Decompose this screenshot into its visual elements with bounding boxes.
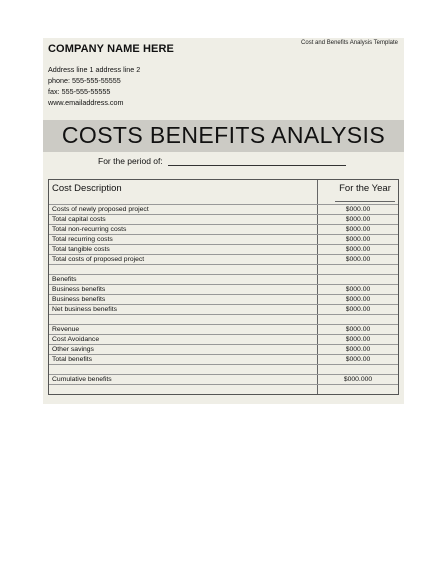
table-row xyxy=(49,274,398,284)
row-amount: $000.00 xyxy=(345,216,371,223)
phone-line: phone: 555-555-55555 xyxy=(48,76,121,85)
row-description: Cost Avoidance xyxy=(52,336,100,343)
table-row xyxy=(49,344,398,354)
table-row xyxy=(49,374,398,384)
table-row xyxy=(49,284,398,294)
row-amount: $000.00 xyxy=(345,246,371,253)
row-description: Business benefits xyxy=(52,296,106,303)
table-row xyxy=(49,334,398,344)
row-description: Total benefits xyxy=(52,356,93,363)
row-description: Net business benefits xyxy=(52,306,117,313)
row-amount: $000.00 xyxy=(345,256,371,263)
table-row xyxy=(49,294,398,304)
table-row xyxy=(49,234,398,244)
template-label: Cost and Benefits Analysis Template xyxy=(301,40,398,46)
table-row xyxy=(49,254,398,264)
period-input-line[interactable] xyxy=(168,157,346,166)
column-header-year: For the Year xyxy=(339,183,391,194)
column-header-description: Cost Description xyxy=(52,183,122,194)
header-underline xyxy=(335,201,395,202)
row-description: Total tangible costs xyxy=(52,246,110,253)
page-title: COSTS BENEFITS ANALYSIS xyxy=(61,122,386,148)
title-banner xyxy=(43,120,404,152)
row-description: Business benefits xyxy=(52,286,106,293)
row-amount: $000.00 xyxy=(345,326,371,333)
row-description: Cumulative benefits xyxy=(52,376,112,383)
row-amount: $000.000 xyxy=(343,376,373,383)
company-name: COMPANY NAME HERE xyxy=(48,43,174,55)
website-line: www.emailaddress.com xyxy=(48,98,124,107)
row-amount: $000.00 xyxy=(345,306,371,313)
row-amount: $000.00 xyxy=(345,236,371,243)
table-body xyxy=(49,204,398,394)
table-row xyxy=(49,384,398,394)
period-field xyxy=(98,156,346,166)
row-description: Other savings xyxy=(52,346,94,353)
table-row xyxy=(49,354,398,364)
row-amount: $000.00 xyxy=(345,226,371,233)
row-amount: $000.00 xyxy=(345,336,371,343)
row-amount: $000.00 xyxy=(345,286,371,293)
row-amount: $000.00 xyxy=(345,206,371,213)
row-description: Total capital costs xyxy=(52,216,106,223)
table-row xyxy=(49,314,398,324)
row-amount: $000.00 xyxy=(345,296,371,303)
table-row xyxy=(49,224,398,234)
contact-block xyxy=(48,64,140,108)
row-description: Total non-recurring costs xyxy=(52,226,127,233)
row-description: Benefits xyxy=(52,276,77,283)
row-amount: $000.00 xyxy=(345,346,371,353)
table-row xyxy=(49,244,398,254)
row-amount: $000.00 xyxy=(345,356,371,363)
table-row xyxy=(49,364,398,374)
cost-benefit-table xyxy=(48,179,399,395)
table-row xyxy=(49,324,398,334)
period-label: For the period of: xyxy=(98,156,163,166)
row-description: Total recurring costs xyxy=(52,236,113,243)
row-description: Total costs of proposed project xyxy=(52,256,145,263)
row-description: Revenue xyxy=(52,326,80,333)
row-description: Costs of newly proposed project xyxy=(52,206,149,213)
table-row xyxy=(49,204,398,214)
document-sheet xyxy=(43,38,404,404)
table-row xyxy=(49,264,398,274)
table-row xyxy=(49,214,398,224)
fax-line: fax: 555-555-55555 xyxy=(48,87,111,96)
table-row xyxy=(49,304,398,314)
address-line: Address line 1 address line 2 xyxy=(48,65,141,74)
